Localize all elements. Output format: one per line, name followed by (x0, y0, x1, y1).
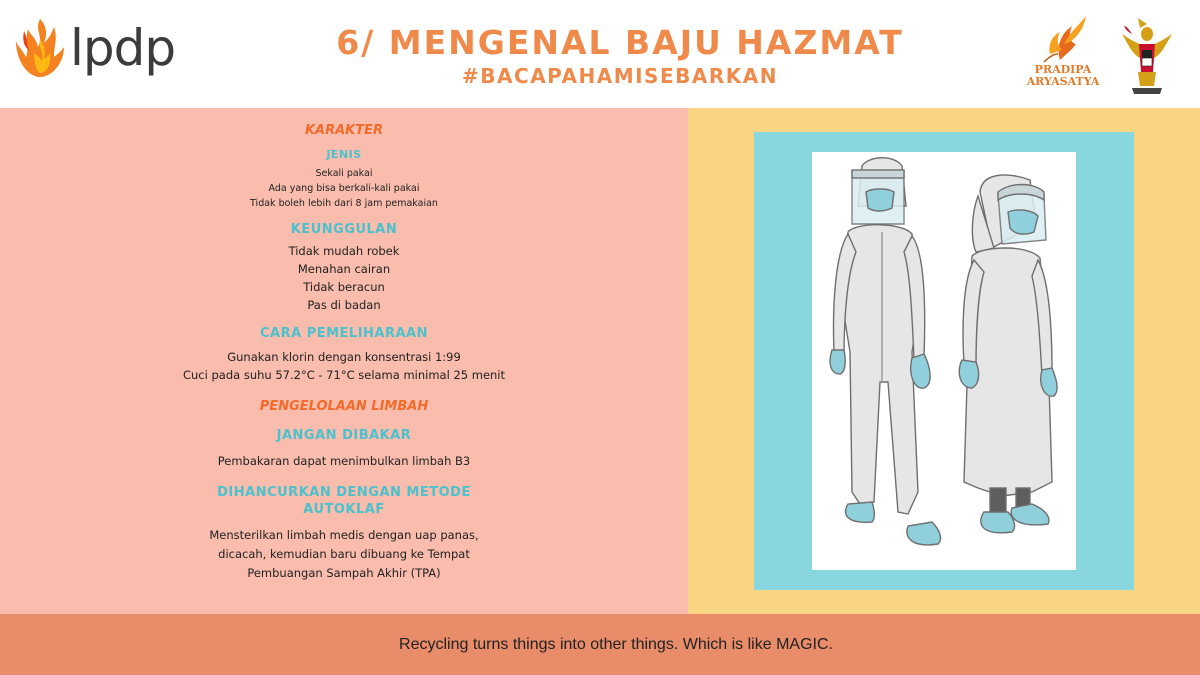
illustration-panel (688, 108, 1200, 614)
jenis-item: Ada yang bisa berkali-kali pakai (268, 183, 420, 194)
lpdp-flame-icon (14, 17, 66, 79)
keunggulan-item: Tidak beracun (303, 280, 385, 294)
jenis-item: Sekali pakai (315, 168, 373, 179)
keunggulan-item: Tidak mudah robek (288, 244, 400, 258)
subheading-jangan-dibakar: JANGAN DIBAKAR (276, 428, 412, 443)
footer-quote: Recycling turns things into other things. Which is like MAGIC. (399, 636, 833, 653)
hashtag: #BACAPAHAMISEBARKAN (462, 64, 778, 88)
pradipa-logo (1020, 14, 1106, 96)
info-content (150, 122, 538, 583)
info-panel (0, 108, 688, 614)
subheading-autoklaf: DIHANCURKAN DENGAN METODE (217, 485, 471, 500)
subheading-autoklaf: AUTOKLAF (303, 502, 385, 517)
hazmat-suit-illustration (812, 152, 1076, 570)
subheading-cara-pemeliharaan: CARA PEMELIHARAAN (260, 326, 428, 341)
section-heading-karakter: KARAKTER (304, 123, 384, 138)
jangan-item: Pembakaran dapat menimbulkan limbah B3 (217, 454, 471, 468)
autoklaf-item: dicacah, kemudian baru dibuang ke Tempat (218, 547, 470, 561)
cara-item: Gunakan klorin dengan konsentrasi 1:99 (227, 350, 461, 364)
section-heading-limbah: PENGELOLAAN LIMBAH (259, 399, 429, 414)
hazmat-photo (812, 152, 1076, 570)
page-title: 6/ MENGENAL BAJU HAZMAT (336, 23, 904, 62)
autoklaf-item: Mensterilkan limbah medis dengan uap panas, (209, 528, 479, 542)
footer-bar (0, 614, 1200, 675)
lpdp-logo-text: lpdp (70, 19, 176, 77)
subheading-keunggulan: KEUNGGULAN (290, 222, 398, 237)
illustration-frame (754, 132, 1134, 590)
header (0, 0, 1200, 108)
cara-item: Cuci pada suhu 57.2°C - 71°C selama minimal 25 menit (182, 368, 506, 382)
jenis-item: Tidak boleh lebih dari 8 jam pemakaian (250, 198, 438, 209)
autoklaf-item: Pembuangan Sampah Akhir (TPA) (247, 566, 441, 580)
pradipa-logo-text: PRADIPA ARYASATYA (1026, 63, 1100, 88)
keunggulan-item: Pas di badan (307, 298, 381, 312)
pradipa-bird-icon (1020, 14, 1106, 64)
garuda-emblem-icon (1118, 14, 1176, 100)
keunggulan-item: Menahan cairan (297, 262, 391, 276)
lpdp-logo (14, 16, 175, 80)
subheading-jenis: JENIS (326, 148, 362, 161)
